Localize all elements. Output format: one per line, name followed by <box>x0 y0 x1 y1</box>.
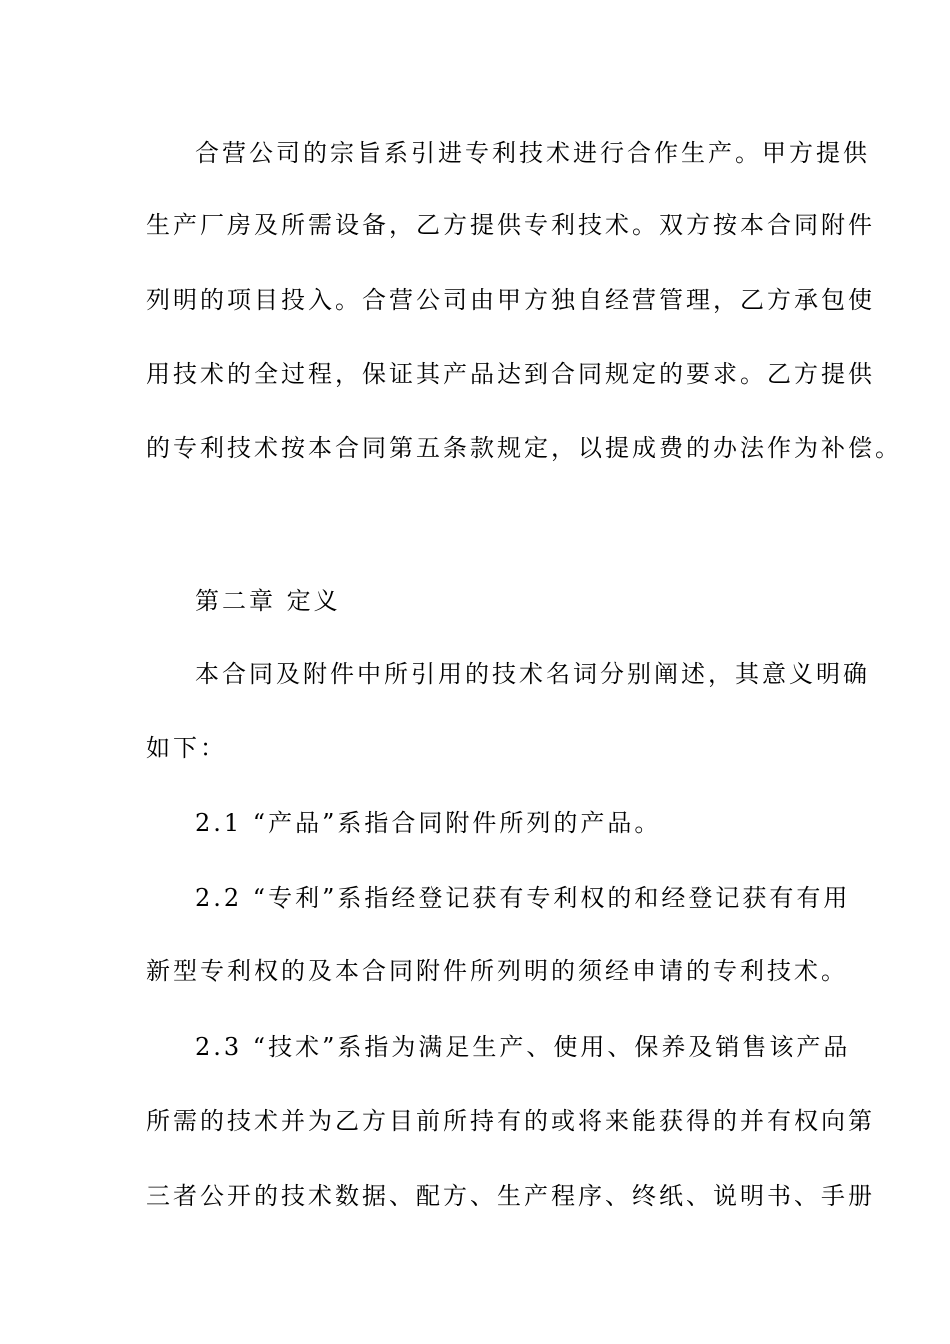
clause-2-2-line-2: 新型专利权的及本合同附件所列明的须经申请的专利技术。 <box>146 957 848 985</box>
paragraph-purpose-line-5: 的专利技术按本合同第五条款规定，以提成费的办法作为补偿。 <box>146 434 902 462</box>
clause-2-3-line-3: 三者公开的技术数据、配方、生产程序、终纸、说明书、手册 <box>146 1182 875 1210</box>
clause-2-1: 2.1 “产品”系指合同附件所列的产品。 <box>195 809 662 837</box>
clause-2-3-line-1: 2.3 “技术”系指为满足生产、使用、保养及销售该产品 <box>195 1033 851 1061</box>
paragraph-definitions-line-1: 本合同及附件中所引用的技术名词分别阐述，其意义明确 <box>195 660 870 688</box>
paragraph-purpose-line-1: 合营公司的宗旨系引进专利技术进行合作生产。甲方提供 <box>195 139 870 167</box>
paragraph-definitions-line-2: 如下： <box>146 734 227 762</box>
paragraph-purpose-line-4: 用技术的全过程，保证其产品达到合同规定的要求。乙方提供 <box>146 360 875 388</box>
clause-2-2-line-1: 2.2 “专利”系指经登记获有专利权的和经登记获有有用 <box>195 884 851 912</box>
chapter-heading: 第二章 定义 <box>195 587 341 615</box>
paragraph-purpose-line-3: 列明的项目投入。合营公司由甲方独自经营管理，乙方承包使 <box>146 286 875 314</box>
paragraph-purpose-line-2: 生产厂房及所需设备，乙方提供专利技术。双方按本合同附件 <box>146 211 875 239</box>
clause-2-3-line-2: 所需的技术并为乙方目前所持有的或将来能获得的并有权向第 <box>146 1107 875 1135</box>
